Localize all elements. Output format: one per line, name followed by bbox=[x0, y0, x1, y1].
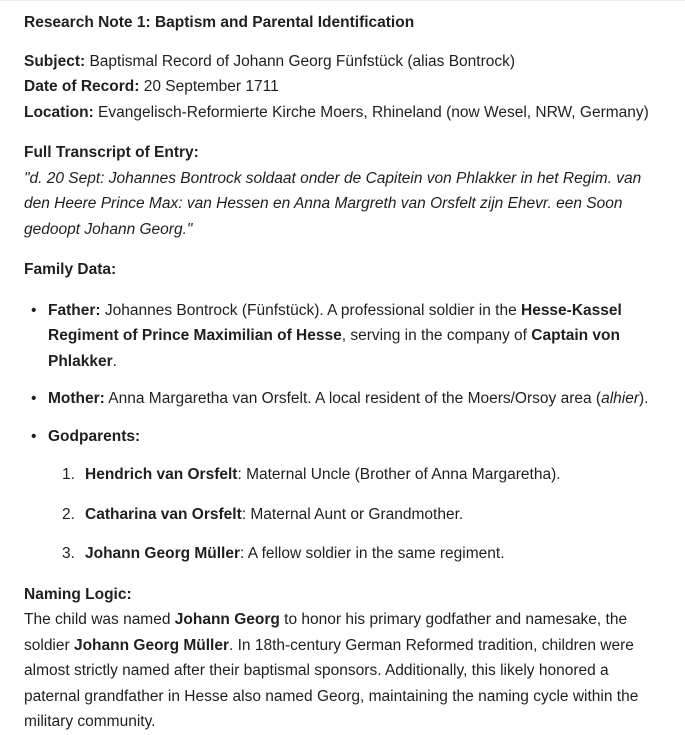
transcript-text: "d. 20 Sept: Johannes Bontrock soldaat onder de Capitein von Phlakker in het Regim. van den Heere Prince Max: van Hessen en Anna Margreth van Orsfelt zijn Ehevr. een Soon gedoopt Johann Georg." bbox=[24, 169, 642, 238]
transcript-heading: Full Transcript of Entry: bbox=[24, 144, 199, 161]
family-list bbox=[24, 298, 661, 567]
list-item-godparent-2 bbox=[62, 502, 661, 528]
list-item-godparent-1 bbox=[62, 462, 661, 488]
meta-date-of-record: Date of Record: 20 September 1711 bbox=[24, 78, 279, 95]
list-item-mother bbox=[48, 386, 661, 412]
transcript-block bbox=[24, 140, 661, 242]
list-item-godparent-3 bbox=[62, 541, 661, 567]
godparent-2-text: Catharina van Orsfelt: Maternal Aunt or Grandmother. bbox=[85, 505, 464, 523]
research-note bbox=[0, 1, 685, 735]
godparent-3-number: 3. bbox=[62, 545, 75, 562]
list-item-godparents bbox=[48, 424, 661, 567]
naming-logic-block bbox=[24, 582, 661, 735]
mother-text: Mother: Anna Margaretha van Orsfelt. A local resident of the Moers/Orsoy area (alhier). bbox=[48, 390, 649, 407]
godparent-3-text: Johann Georg Müller: A fellow soldier in the same regiment. bbox=[85, 545, 505, 562]
list-item-father bbox=[48, 298, 661, 375]
godparent-1-text: Hendrich van Orsfelt: Maternal Uncle (Brother of Anna Margaretha). bbox=[85, 466, 561, 483]
meta-subject: Subject: Baptismal Record of Johann Georg Fünfstück (alias Bontrock) bbox=[24, 52, 516, 70]
naming-logic-text: The child was named Johann Georg to honor his primary godfather and namesake, the soldier Johann Georg Müller. In 18th-century German Reformed tradition, children were almost strictly named after their baptismal sponsors. Additionally, this likely honored a paternal grandfather in Hesse also named Georg, maintaining the naming cycle within the military community. bbox=[24, 611, 639, 730]
father-text: Father: Johannes Bontrock (Fünfstück). A professional soldier in the Hesse-Kassel Regiment of Prince Maximilian of Hesse, serving in the company of Captain von Phlakker. bbox=[48, 301, 622, 370]
family-data-heading bbox=[24, 257, 661, 283]
godparent-1-number: 1. bbox=[62, 466, 75, 483]
godparents-list bbox=[48, 462, 661, 567]
godparents-label: Godparents: bbox=[48, 427, 141, 445]
naming-logic-heading: Naming Logic: bbox=[24, 585, 132, 603]
meta-location: Location: Evangelisch-Reformierte Kirche Moers, Rhineland (now Wesel, NRW, Germany) bbox=[24, 103, 649, 121]
godparent-2-number: 2. bbox=[62, 505, 75, 523]
page-title: Research Note 1: Baptism and Parental Identification bbox=[24, 14, 415, 31]
record-meta bbox=[24, 49, 661, 126]
family-data-heading-label: Family Data: bbox=[24, 261, 117, 278]
